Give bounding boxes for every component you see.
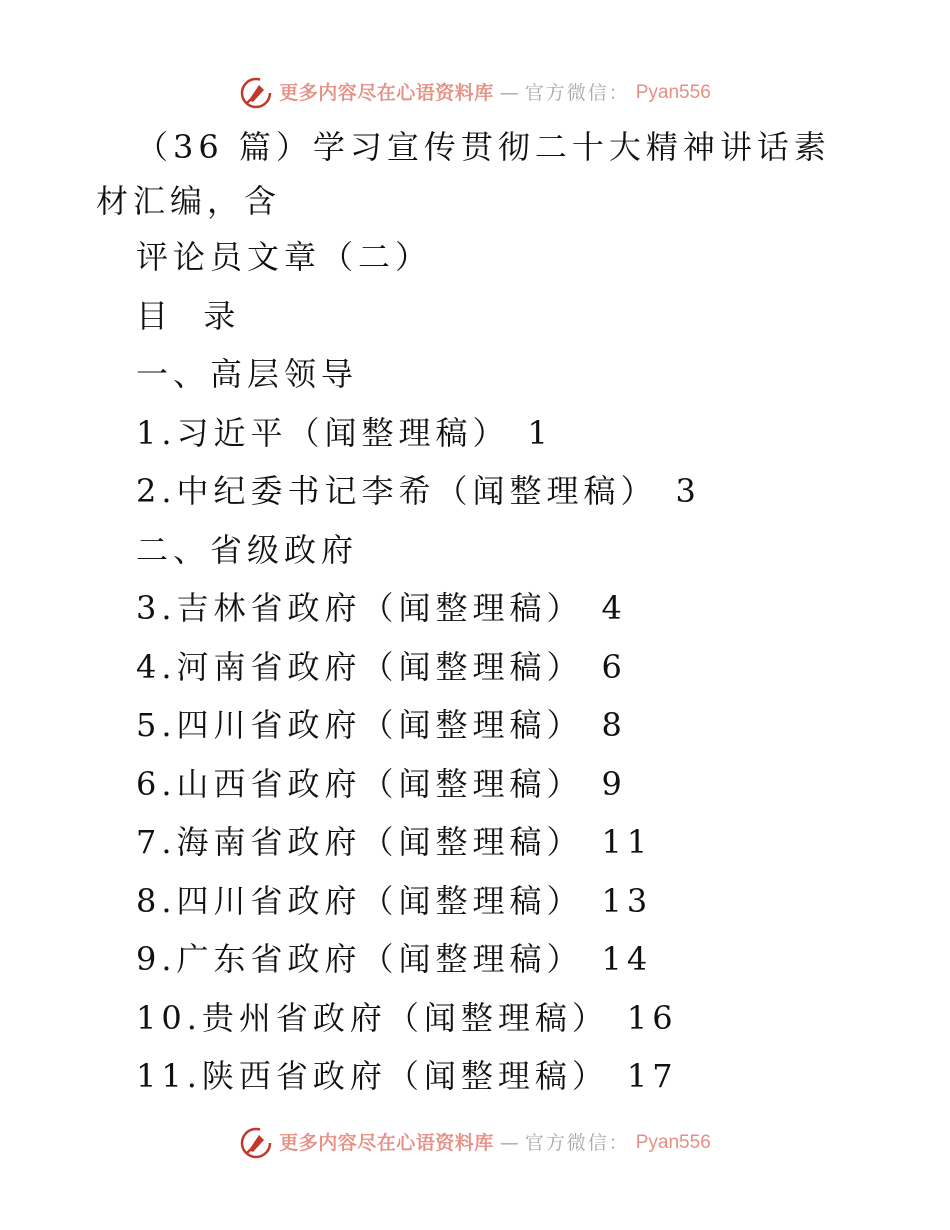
toc-entry-page-number: 14 [601,940,653,978]
toc-entry-page-number: 11 [601,823,653,861]
toc-heading: 目 录 [136,296,241,335]
watermark-official: 官方微信： [524,1132,630,1154]
toc-entry [96,638,856,697]
toc-entry [96,813,856,872]
toc-entry [96,462,856,521]
toc-entry-page-number: 1 [527,413,553,452]
watermark-dash: — [499,1132,519,1154]
toc-entry-page-number: 9 [601,764,627,803]
toc-entry-page-number: 17 [626,1057,678,1095]
toc-entry-label: 9.广东省政府（闻整理稿） [136,940,584,978]
toc-entry [96,755,856,814]
toc-entry-label: 6.山西省政府（闻整理稿） [136,764,584,803]
toc-entry [96,579,856,638]
pen-nib-icon [239,76,273,110]
toc-entry [96,872,856,931]
toc-entry-label: 一、高层领导 [136,355,359,393]
toc-entry-page-number: 8 [601,706,627,744]
toc-entry-page-number: 6 [601,647,627,686]
toc-section-heading [96,521,856,580]
toc-entry [96,930,856,989]
toc-entry-page-number: 3 [675,472,701,510]
document-subtitle: 评论员文章（二） [136,238,433,276]
watermark-official: 官方微信： [524,82,630,104]
watermark-dash: — [499,82,519,104]
toc-entry-page-number: 4 [601,589,627,627]
toc-entry-label: 7.海南省政府（闻整理稿） [136,823,584,861]
toc-entry-label: 10.贵州省政府（闻整理稿） [136,998,609,1037]
document-body [96,120,856,1106]
toc-entry-label: 5.四川省政府（闻整理稿） [136,706,584,744]
watermark-id: Pyan556 [635,1132,711,1153]
toc-entry-label: 11.陕西省政府（闻整理稿） [136,1057,609,1095]
watermark-text: 更多内容尽在心语资料库 [279,1132,494,1154]
toc-entry-label: 3.吉林省政府（闻整理稿） [136,589,584,627]
table-of-contents [96,228,856,1106]
pen-nib-icon [239,1126,273,1160]
toc-entry [96,696,856,755]
toc-entry-page-number: 16 [626,998,678,1037]
footer-watermark [0,1126,950,1169]
watermark-id: Pyan556 [635,82,711,103]
toc-entry-label: 4.河南省政府（闻整理稿） [136,647,584,686]
toc-entry-page-number: 13 [601,881,653,920]
document-title: （36 篇）学习宣传贯彻二十大精神讲话素材汇编，含 [96,128,831,220]
watermark-text: 更多内容尽在心语资料库 [279,82,494,104]
toc-entry-label: 8.四川省政府（闻整理稿） [136,881,584,920]
toc-entry [96,989,856,1048]
toc-entry-label: 2.中纪委书记李希（闻整理稿） [136,472,658,510]
toc-entry-label: 二、省级政府 [136,530,359,569]
header-watermark [0,76,950,119]
toc-entry [96,404,856,463]
toc-entry-label: 1.习近平（闻整理稿） [136,413,510,452]
toc-section-heading [96,345,856,404]
toc-entry [96,1047,856,1106]
